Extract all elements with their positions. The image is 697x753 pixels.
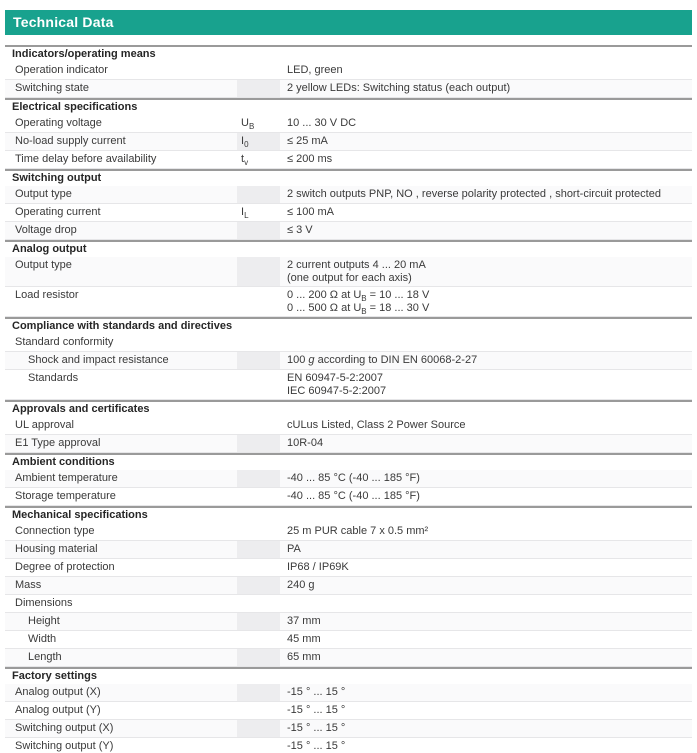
row-label: Standard conformity (15, 336, 114, 348)
row-value: LED, green (287, 64, 343, 76)
table-row (5, 435, 692, 453)
row-symbol (237, 559, 280, 576)
row-value (280, 334, 692, 351)
table-row (5, 133, 692, 151)
table-row (5, 702, 692, 720)
row-value: 10R-04 (287, 437, 324, 449)
row-value: 2 current outputs 4 ... 20 mA (one output for each axis) (287, 259, 426, 284)
table-row (5, 541, 692, 559)
row-value: 10 ... 30 V DC (287, 117, 357, 129)
row-label: Switching output (Y) (15, 740, 114, 752)
table-row (5, 287, 692, 317)
row-value: IP68 / IP69K (287, 561, 349, 573)
row-value: 37 mm (287, 615, 321, 627)
row-label: Operating current (15, 206, 101, 218)
row-symbol (237, 613, 280, 630)
row-label: Ambient temperature (15, 472, 118, 484)
row-label: Time delay before availability (15, 153, 157, 165)
row-symbol (237, 720, 280, 737)
row-label: Height (28, 615, 60, 627)
row-label: Shock and impact resistance (28, 354, 169, 366)
row-value: -15 ° ... 15 ° (287, 722, 346, 734)
row-symbol (237, 80, 280, 97)
row-value: 25 m PUR cable 7 x 0.5 mm² (287, 525, 429, 537)
row-symbol (237, 631, 280, 648)
page-title: Technical Data (5, 10, 692, 35)
table-row (5, 80, 692, 98)
row-label: Connection type (15, 525, 95, 537)
table-row (5, 204, 692, 222)
table-row (5, 151, 692, 169)
row-label: Mass (15, 579, 42, 591)
row-value: -15 ° ... 15 ° (287, 704, 346, 716)
section-header: Ambient conditions (5, 453, 692, 470)
row-symbol (237, 186, 280, 203)
table-row (5, 417, 692, 435)
row-value: 0 ... 200 Ω at $U_B = 10$ ... 18 V 0 ... 500 Ω at $U_B = 18$ ... 30 V (287, 289, 430, 317)
row-label: Output type (15, 188, 72, 200)
row-label: Analog output (Y) (15, 704, 101, 716)
row-symbol (237, 435, 280, 452)
row-label: Storage temperature (15, 490, 116, 502)
table-row (5, 684, 692, 702)
row-label: UL approval (15, 419, 74, 431)
row-value: ≤ 200 ms (287, 153, 333, 165)
row-label: Switching state (15, 82, 89, 94)
section-header: Compliance with standards and directives (5, 317, 692, 334)
row-symbol (237, 470, 280, 487)
table-row (5, 738, 692, 753)
row-label: Degree of protection (15, 561, 115, 573)
row-symbol: $I_0$ (237, 133, 280, 150)
row-label: Width (28, 633, 57, 645)
row-value: 65 mm (287, 651, 321, 663)
row-value: ≤ 3 V (287, 224, 313, 236)
section-header: Factory settings (5, 667, 692, 684)
section-header: Analog output (5, 240, 692, 257)
table-row (5, 577, 692, 595)
section-header: Switching output (5, 169, 692, 186)
table-row (5, 523, 692, 541)
row-symbol (237, 62, 280, 79)
section-header: Indicators/operating means (5, 45, 692, 62)
row-value: -15 ° ... 15 ° (287, 686, 346, 698)
row-symbol (237, 334, 280, 351)
row-symbol (237, 702, 280, 719)
row-value: -40 ... 85 °C (-40 ... 185 °F) (287, 472, 420, 484)
row-value: ≤ 100 mA (287, 206, 335, 218)
table-row (5, 720, 692, 738)
row-symbol (237, 577, 280, 594)
row-value: 240 g (287, 579, 315, 591)
row-symbol (237, 541, 280, 558)
table-row (5, 631, 692, 649)
table-row (5, 222, 692, 240)
row-label: No-load supply current (15, 135, 126, 147)
row-value: -15 ° ... 15 ° (287, 740, 346, 752)
row-label: Length (28, 651, 62, 663)
row-symbol (237, 684, 280, 701)
row-label: E1 Type approval (15, 437, 101, 449)
spec-table (5, 45, 692, 753)
row-label: Standards (28, 372, 79, 384)
row-symbol: $U_B$ (241, 117, 255, 132)
row-symbol (237, 287, 280, 316)
row-symbol (237, 595, 280, 612)
row-symbol (237, 488, 280, 505)
row-value: 100 g according to DIN EN 60068-2-27 (287, 354, 478, 366)
row-value: 2 switch outputs PNP, NO , reverse polarity protected , short-circuit protected (287, 188, 661, 200)
row-symbol (237, 523, 280, 540)
table-row (5, 559, 692, 577)
row-label: Housing material (15, 543, 98, 555)
row-value: ≤ 25 mA (287, 135, 328, 147)
row-symbol (237, 352, 280, 369)
row-label: Operating voltage (15, 117, 102, 129)
row-value: PA (287, 543, 301, 555)
row-value (280, 595, 692, 612)
row-value: 2 yellow LEDs: Switching status (each output) (287, 82, 511, 94)
row-symbol (237, 257, 280, 286)
row-symbol: $t_v$ (241, 153, 249, 168)
row-symbol: $I_L$ (241, 206, 249, 221)
row-label: Load resistor (15, 289, 79, 301)
table-row (5, 470, 692, 488)
table-row (5, 488, 692, 506)
row-symbol (237, 649, 280, 666)
row-value: cULus Listed, Class 2 Power Source (287, 419, 466, 431)
row-symbol (237, 738, 280, 753)
table-row (5, 352, 692, 370)
table-row (5, 613, 692, 631)
table-row (5, 186, 692, 204)
row-label: Dimensions (15, 597, 73, 609)
row-symbol (237, 370, 280, 399)
table-row (5, 257, 692, 287)
section-header: Mechanical specifications (5, 506, 692, 523)
row-label: Analog output (X) (15, 686, 101, 698)
row-label: Operation indicator (15, 64, 108, 76)
table-row (5, 370, 692, 400)
row-value: 45 mm (287, 633, 321, 645)
section-header: Electrical specifications (5, 98, 692, 115)
row-label: Switching output (X) (15, 722, 114, 734)
section-header: Approvals and certificates (5, 400, 692, 417)
group-row (5, 334, 692, 352)
table-row (5, 649, 692, 667)
table-row (5, 115, 692, 133)
row-label: Voltage drop (15, 224, 77, 236)
row-symbol (237, 222, 280, 239)
row-value: EN 60947-5-2:2007 IEC 60947-5-2:2007 (287, 372, 387, 397)
row-value: -40 ... 85 °C (-40 ... 185 °F) (287, 490, 420, 502)
table-row (5, 62, 692, 80)
row-label: Output type (15, 259, 72, 271)
group-row (5, 595, 692, 613)
row-symbol (237, 417, 280, 434)
